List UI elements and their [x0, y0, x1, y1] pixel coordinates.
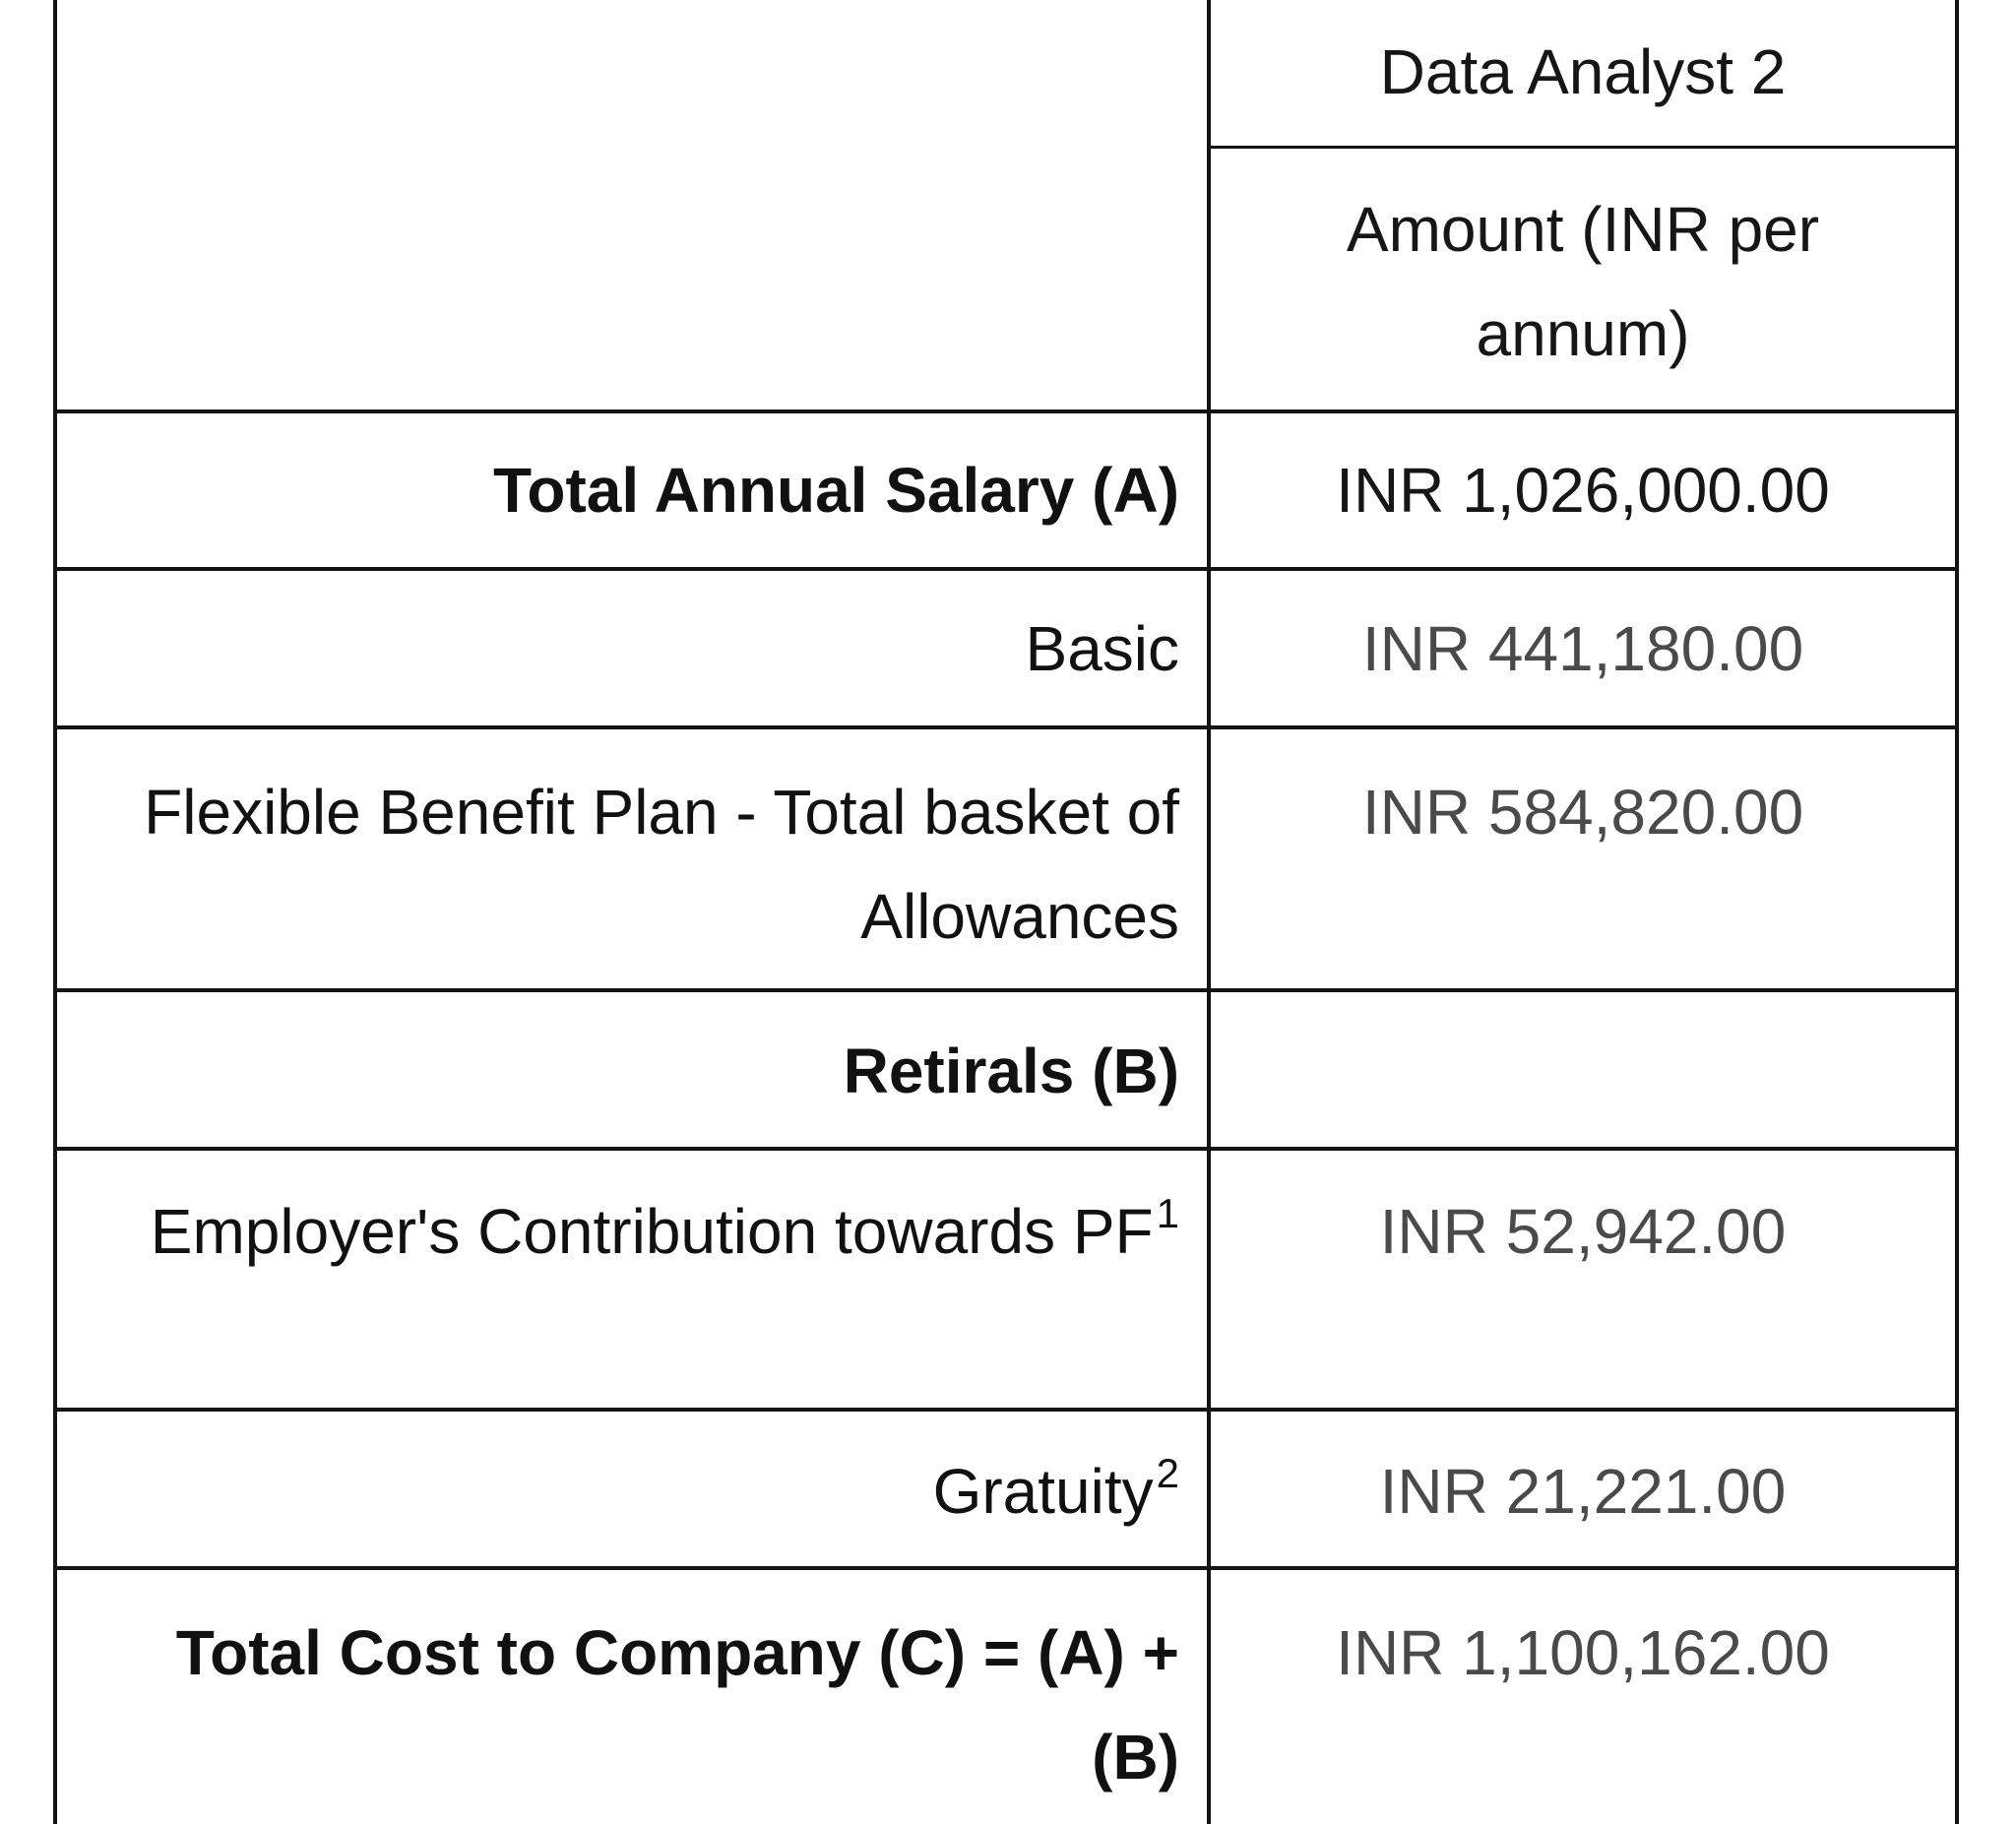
- employer-pf-text: Employer's Contribution towards PF: [150, 1196, 1154, 1267]
- table-row-value-gratuity: INR 21,221.00: [1379, 1456, 1787, 1527]
- table-row-label-total-ctc: Total Cost to Company (C) = (A) + (B): [175, 1617, 1179, 1793]
- gratuity-text: Gratuity: [932, 1456, 1154, 1527]
- table-row-label-retirals: Retirals (B): [843, 1036, 1179, 1106]
- table-row-value-total-annual-salary: INR 1,026,000.00: [1336, 455, 1830, 526]
- table-right-border: [1955, 0, 1959, 1824]
- table-row-value-total-ctc: INR 1,100,162.00: [1336, 1617, 1830, 1688]
- table-column-divider: [1207, 0, 1211, 1824]
- table-row-label-total-annual-salary: Total Annual Salary (A): [493, 455, 1179, 526]
- row-divider: [53, 1566, 1959, 1570]
- table-row-value-flexible-benefit-plan: INR 584,820.00: [1361, 777, 1804, 848]
- table-left-border: [53, 0, 57, 1824]
- row-divider: [53, 988, 1959, 992]
- table-row-value-basic: INR 441,180.00: [1361, 613, 1804, 684]
- row-divider: [53, 567, 1959, 571]
- table-row-value-employer-pf: INR 52,942.00: [1379, 1196, 1787, 1267]
- role-title-header: Data Analyst 2: [1379, 36, 1787, 107]
- amount-column-header: Amount (INR per annum): [1346, 194, 1820, 369]
- table-row-label-employer-pf: [98, 1179, 1179, 1284]
- row-divider: [53, 1408, 1959, 1412]
- header-divider: [1207, 146, 1959, 149]
- table-row-label-gratuity: [79, 1439, 1179, 1543]
- row-divider: [53, 1147, 1959, 1151]
- row-divider: [53, 725, 1959, 729]
- table-row-label-basic: Basic: [1025, 613, 1179, 684]
- row-divider: [53, 409, 1959, 413]
- table-row-label-flexible-benefit-plan: Flexible Benefit Plan - Total basket of Allowances: [144, 777, 1179, 952]
- footnote-marker: 2: [1156, 1450, 1179, 1496]
- footnote-marker: 1: [1156, 1190, 1179, 1236]
